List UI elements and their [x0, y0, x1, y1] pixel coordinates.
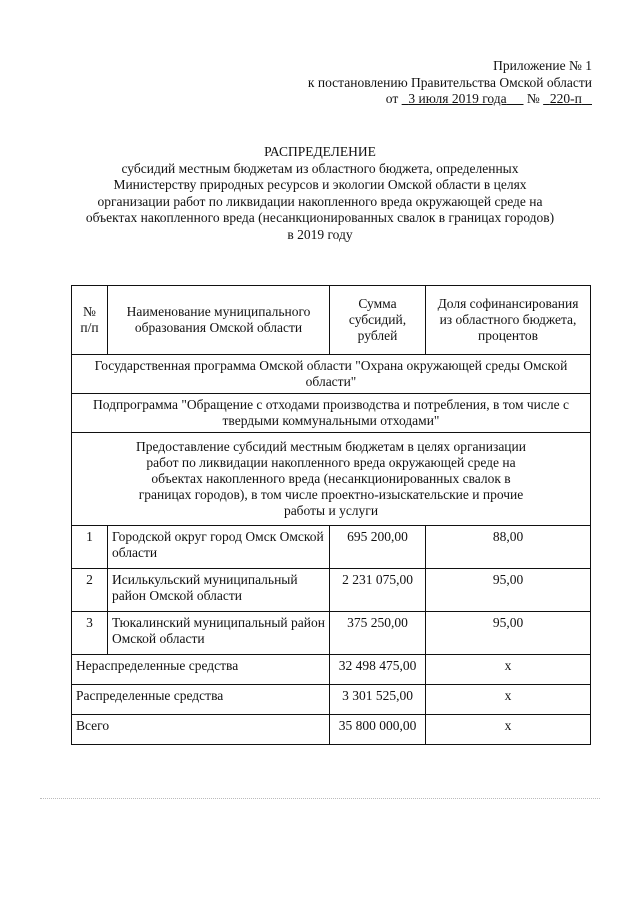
number-prefix: №: [526, 91, 540, 106]
header-sum: Сумма субсидий, рублей: [330, 286, 426, 355]
table-row: [72, 612, 591, 655]
row-sum: 695 200,00: [330, 526, 426, 569]
total-label: Нераспределенные средства: [72, 655, 330, 685]
header-num: № п/п: [72, 286, 108, 355]
row-name: Городской округ город Омск Омской области: [108, 526, 330, 569]
total-sum: 32 498 475,00: [330, 655, 426, 685]
distribution-table: [71, 285, 591, 745]
annex-dateline: [308, 91, 592, 108]
table-header-row: [72, 286, 591, 355]
row-name: Тюкалинский муниципальный район Омской области: [108, 612, 330, 655]
row-share: 95,00: [426, 569, 591, 612]
document-title: [0, 144, 640, 243]
row-sum: 2 231 075,00: [330, 569, 426, 612]
total-share: x: [426, 655, 591, 685]
total-share: x: [426, 715, 591, 745]
decree-date: 3 июля 2019 года: [408, 91, 507, 106]
title-heading: РАСПРЕДЕЛЕНИЕ: [264, 144, 376, 159]
table-row: [72, 569, 591, 612]
total-sum: 35 800 000,00: [330, 715, 426, 745]
row-share: 88,00: [426, 526, 591, 569]
total-label: Всего: [72, 715, 330, 745]
row-num: 2: [72, 569, 108, 612]
total-row-distributed: [72, 685, 591, 715]
activity-cell: Предоставление субсидий местным бюджетам в целях организации работ по ликвидации накопленного вреда окружающей среде на объектах накопленного вреда (несанкционированных свалок в границах городов), в том числе проектно-изыскательские и прочие работы и услуги: [72, 433, 591, 526]
row-name: Исилькульский муниципальный район Омской области: [108, 569, 330, 612]
subprogram-cell: Подпрограмма "Обращение с отходами производства и потребления, в том числе с твердыми коммунальными отходами": [72, 394, 591, 433]
scan-noise-divider: [40, 798, 600, 801]
program-cell: Государственная программа Омской области "Охрана окружающей среды Омской области": [72, 355, 591, 394]
annex-title: Приложение № 1: [493, 58, 592, 73]
header-share: Доля софинансирования из областного бюджета, процентов: [426, 286, 591, 355]
header-name: Наименование муниципального образования Омской области: [108, 286, 330, 355]
title-subtitle: субсидий местным бюджетам из областного бюджета, определенных Министерству природных ресурсов и экологии Омской области в целях организации работ по ликвидации накопленного вреда окружающей среде на объектах накопленного вреда (несанкционированных свалок в границах городов) в 2019 году: [85, 160, 555, 242]
annex-header: [308, 58, 592, 108]
program-row: [72, 355, 591, 394]
subprogram-row: [72, 394, 591, 433]
total-share: x: [426, 685, 591, 715]
row-num: 3: [72, 612, 108, 655]
row-share: 95,00: [426, 612, 591, 655]
date-prefix: от: [385, 91, 399, 106]
total-label: Распределенные средства: [72, 685, 330, 715]
row-sum: 375 250,00: [330, 612, 426, 655]
table-row: [72, 526, 591, 569]
total-row-all: [72, 715, 591, 745]
decree-number: 220-п: [549, 91, 582, 106]
total-row-undistributed: [72, 655, 591, 685]
activity-row: [72, 433, 591, 526]
annex-reference: к постановлению Правительства Омской области: [307, 74, 592, 90]
total-sum: 3 301 525,00: [330, 685, 426, 715]
row-num: 1: [72, 526, 108, 569]
